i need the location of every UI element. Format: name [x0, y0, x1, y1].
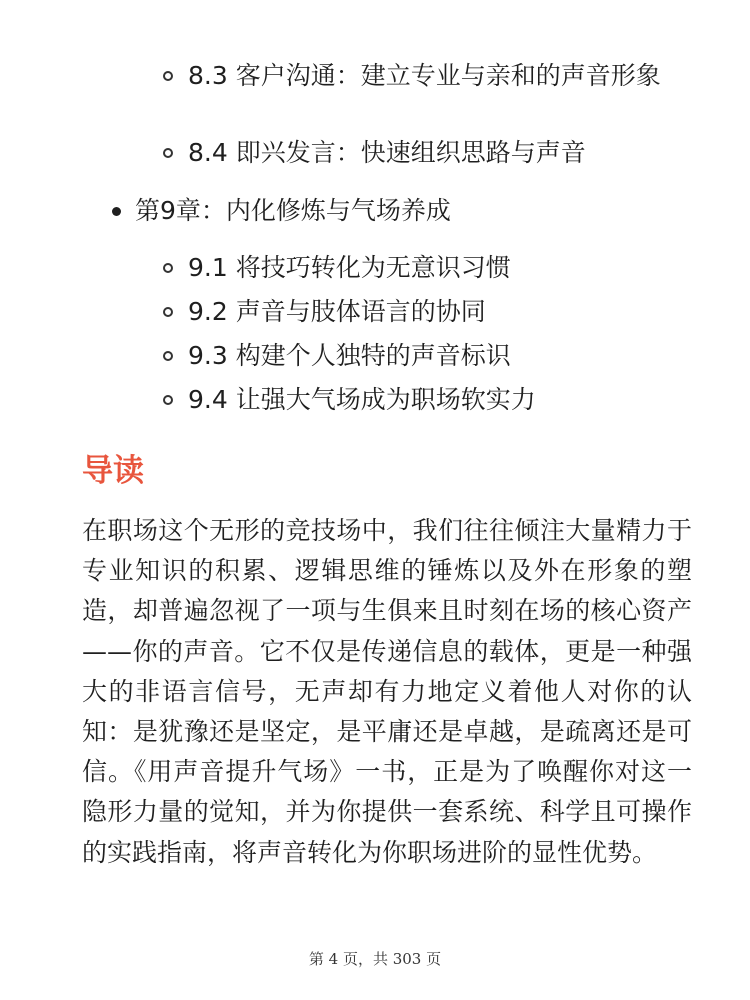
hollow-bullet-icon [163, 148, 173, 158]
solid-bullet-icon [112, 207, 121, 216]
toc-item-9-3: 9.3 构建个人独特的声音标识 [188, 341, 511, 370]
toc-item-8-3: 8.3 客户沟通：建立专业与亲和的声音形象 [188, 61, 661, 90]
hollow-bullet-icon [163, 351, 173, 361]
intro-paragraph: 在职场这个无形的竞技场中，我们往往倾注大量精力于专业知识的积累、逻辑思维的锤炼以及外在形象的塑造，却普遍忽视了一项与生俱来且时刻在场的核心资产——你的声音。它不仅是传递信息的载体，更是一种强大的非语言信号，无声却有力地定义着他人对你的认知：是犹豫还是坚定，是平庸还是卓越，是疏离还是可信。《用声音提升气场》一书，正是为了唤醒你对这一隐形力量的觉知，并为你提供一套系统、科学且可操作的实践指南，将声音转化为你职场进阶的显性优势。 [82, 516, 692, 867]
page-number-footer: 第 4 页，共 303 页 [308, 950, 442, 968]
section-heading: 导读 [82, 453, 144, 489]
toc-chapter-9: 第9章：内化修炼与气场养成 [135, 196, 451, 225]
toc-item-8-4: 8.4 即兴发言：快速组织思路与声音 [188, 138, 586, 167]
hollow-bullet-icon [163, 263, 173, 273]
hollow-bullet-icon [163, 71, 173, 81]
toc-item-9-1: 9.1 将技巧转化为无意识习惯 [188, 253, 511, 282]
toc-item-9-2: 9.2 声音与肢体语言的协同 [188, 297, 486, 326]
hollow-bullet-icon [163, 395, 173, 405]
hollow-bullet-icon [163, 307, 173, 317]
toc-item-9-4: 9.4 让强大气场成为职场软实力 [188, 385, 536, 414]
